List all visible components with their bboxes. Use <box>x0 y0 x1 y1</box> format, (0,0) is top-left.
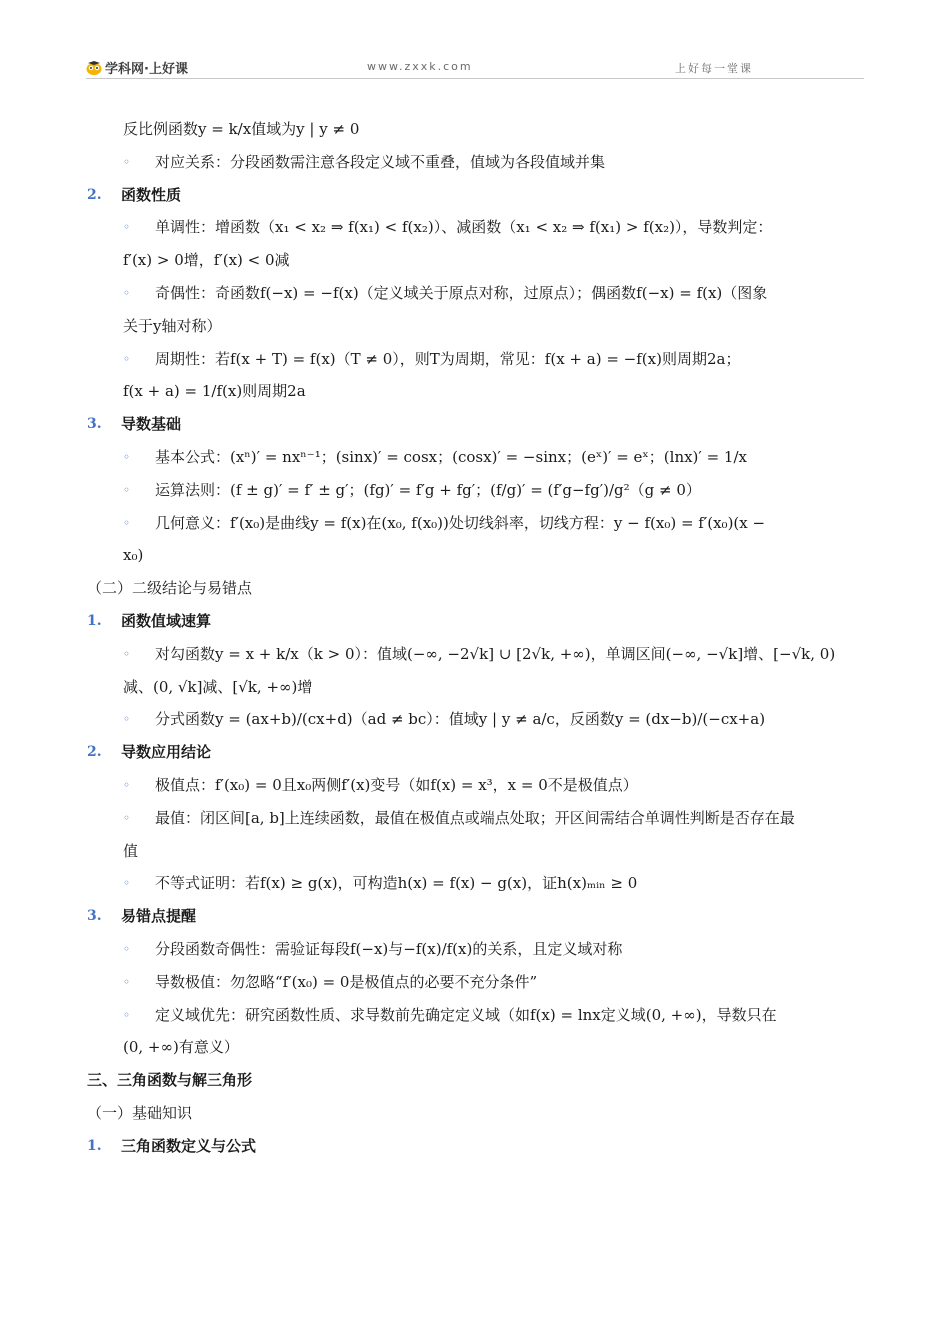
bullet-item: ◦ 极值点：f′(x₀) = 0且x₀两侧f′(x)变号（如f(x) = x³，x = 0不是极值点） <box>0 769 950 802</box>
bullet-item: ◦ 分式函数y = (ax+b)/(cx+d)（ad ≠ bc）：值域y | y ≠ a/c，反函数y = (dx−b)/(−cx+a) <box>0 703 950 736</box>
list-number: 2. <box>87 744 102 761</box>
list-number: 3. <box>87 908 102 925</box>
slogan: 上好每一堂课 <box>675 62 753 75</box>
text-line: 值 <box>123 841 139 860</box>
text-line: f′(x) > 0增，f′(x) < 0减 <box>123 251 290 270</box>
bullet-item: ◦ 单调性：增函数（x₁ < x₂ ⇒ f(x₁) < f(x₂)）、减函数（x₁ < x₂ ⇒ f(x₁) > f(x₂)），导数判定： <box>0 211 950 244</box>
bullet-item: ◦ 运算法则：(f ± g)′ = f′ ± g′；(fg)′ = f′g + fg′；(f/g)′ = (f′g−fg′)/g²（g ≠ 0） <box>0 474 950 507</box>
bullet-item: ◦ 不等式证明：若f(x) ≥ g(x)，可构造h(x) = f(x) − g(x)，证h(x)ₘᵢₙ ≥ 0 <box>0 867 950 900</box>
bullet-icon: ◦ <box>123 285 131 300</box>
bullet-icon: ◦ <box>123 876 131 891</box>
bullet-item: ◦ 最值：闭区间[a, b]上连续函数，最值在极值点或端点处取；开区间需结合单调性判断是否存在最 <box>0 802 950 835</box>
bullet-item: ◦ 对勾函数y = x + k/x（k > 0）：值域(−∞, −2√k] ∪ [2√k, +∞)，单调区间(−∞, −√k]增、[−√k, 0) <box>0 638 950 671</box>
text-line: (0, +∞)有意义） <box>123 1038 239 1057</box>
bullet-item: ◦ 分段函数奇偶性：需验证每段f(−x)与−f(x)/f(x)的关系，且定义域对称 <box>0 933 950 966</box>
numbered-heading: 2. 导数应用结论 <box>0 736 950 769</box>
brand-name: 学科网·上好课 <box>105 62 188 77</box>
document-body <box>0 113 950 1163</box>
bullet-icon: ◦ <box>123 941 131 956</box>
bullet-icon: ◦ <box>123 515 131 530</box>
site-url: www.zxxk.com <box>367 60 473 73</box>
numbered-heading: 3. 易错点提醒 <box>0 900 950 933</box>
text-line: 反比例函数y = k/x值域为y | y ≠ 0 <box>123 120 360 138</box>
bullet-icon: ◦ <box>123 220 131 235</box>
numbered-heading: 1. 三角函数定义与公式 <box>0 1130 950 1163</box>
text-line: f(x + a) = 1/f(x)则周期2a <box>123 382 306 401</box>
bullet-icon: ◦ <box>123 810 131 825</box>
bullet-item: ◦ 导数极值：勿忽略“f′(x₀) = 0是极值点的必要不充分条件” <box>0 966 950 999</box>
bullet-icon: ◦ <box>123 482 131 497</box>
bullet-icon: ◦ <box>123 449 131 464</box>
numbered-heading: 1. 函数值域速算 <box>0 605 950 638</box>
bullet-icon: ◦ <box>123 712 131 727</box>
bullet-icon: ◦ <box>123 974 131 989</box>
list-number: 1. <box>87 1137 102 1154</box>
text-line: 关于y轴对称） <box>123 316 222 335</box>
list-number: 1. <box>87 612 102 629</box>
numbered-heading: 2. 函数性质 <box>0 179 950 212</box>
bullet-item: ◦ 奇偶性：奇函数f(−x) = −f(x)（定义域关于原点对称，过原点）；偶函数f(−x) = f(x)（图象 <box>0 277 950 310</box>
bullet-item: ◦ 周期性：若f(x + T) = f(x)（T ≠ 0），则T为周期，常见：f(x + a) = −f(x)则周期2a； <box>0 343 950 376</box>
bullet-item: ◦ 基本公式：(xⁿ)′ = nxⁿ⁻¹；(sinx)′ = cosx；(cosx)′ = −sinx；(eˣ)′ = eˣ；(lnx)′ = 1/x <box>0 441 950 474</box>
subsection-heading: （一）基础知识 <box>87 1103 193 1122</box>
bullet-item: ◦ 几何意义：f′(x₀)是曲线y = f(x)在(x₀, f(x₀))处切线斜率，切线方程：y − f(x₀) = f′(x₀)(x − <box>0 507 950 540</box>
header-divider <box>86 78 864 79</box>
bullet-icon: ◦ <box>123 777 131 792</box>
owl-logo-icon <box>86 61 102 75</box>
bullet-icon: ◦ <box>123 646 131 661</box>
bullet-icon: ◦ <box>123 1007 131 1022</box>
list-number: 2. <box>87 186 102 203</box>
text-line: 减、(0, √k]减、[√k, +∞)增 <box>123 677 313 696</box>
subsection-heading: （二）二级结论与易错点 <box>87 579 253 598</box>
brand-logo <box>86 58 188 77</box>
page-header <box>0 0 950 80</box>
section-heading: 三、三角函数与解三角形 <box>87 1071 253 1090</box>
bullet-item: ◦ 对应关系：分段函数需注意各段定义域不重叠，值域为各段值域并集 <box>0 146 950 179</box>
list-number: 3. <box>87 416 102 433</box>
text-line: x₀) <box>123 546 144 565</box>
bullet-item: ◦ 定义域优先：研究函数性质、求导数前先确定定义域（如f(x) = lnx定义域(0, +∞)，导数只在 <box>0 999 950 1032</box>
numbered-heading: 3. 导数基础 <box>0 408 950 441</box>
bullet-icon: ◦ <box>123 154 131 169</box>
bullet-icon: ◦ <box>123 351 131 366</box>
